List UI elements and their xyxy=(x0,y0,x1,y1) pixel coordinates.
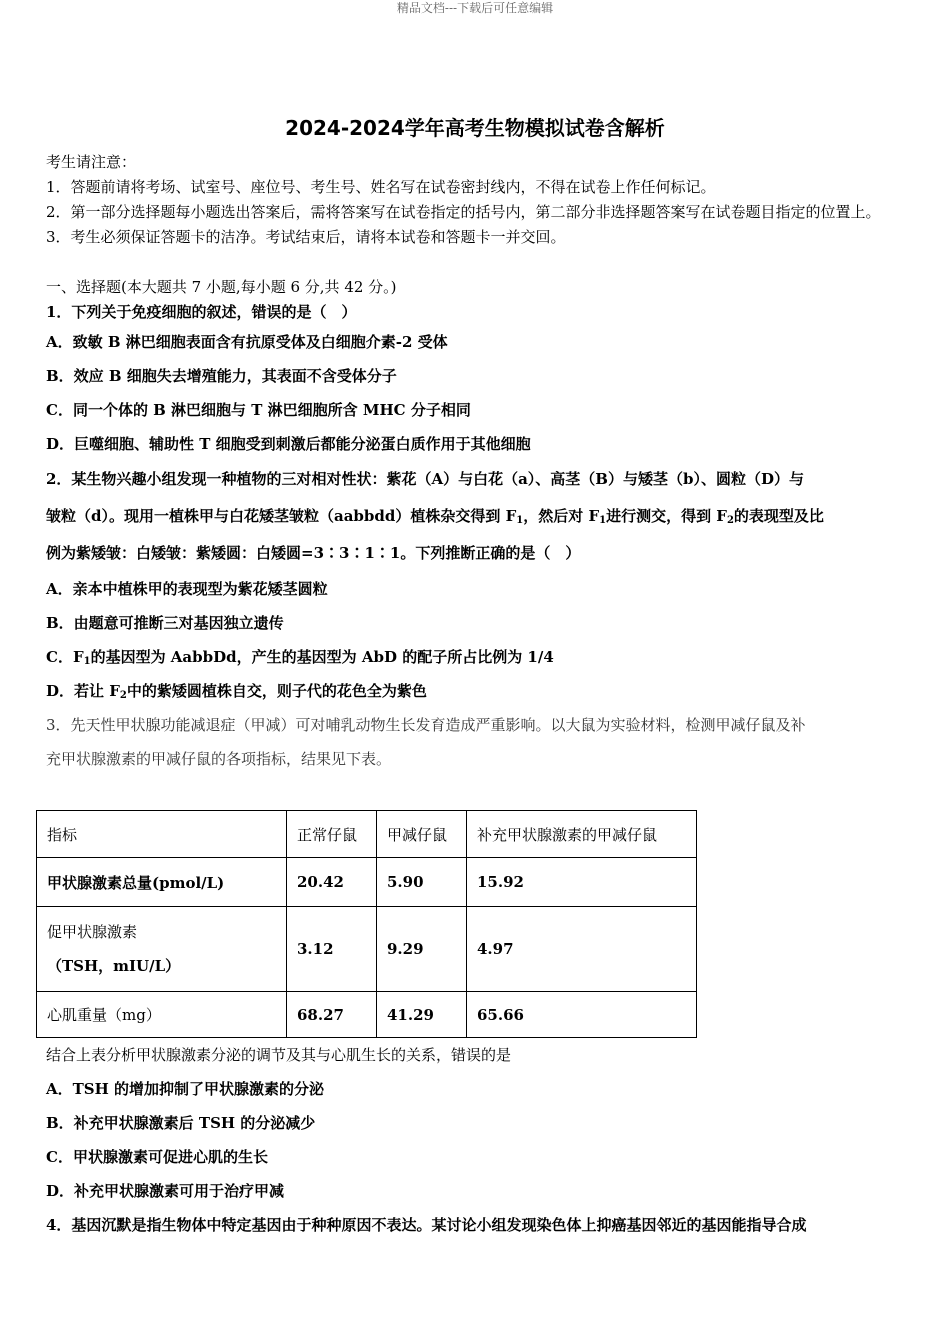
table-header-cell: 补充甲状腺激素的甲减仔鼠 xyxy=(467,811,697,858)
question-3-option-b: B．补充甲状腺激素后 TSH 的分泌减少 xyxy=(46,1114,316,1132)
table-cell: 20.42 xyxy=(287,858,377,907)
table-row xyxy=(37,858,697,907)
notice-heading: 考生请注意： xyxy=(46,153,137,171)
question-2-option-c: C．$F_1$的基因型为 AabbDd，产生的基因型为 AbD 的配子所占比例为 1/4 xyxy=(46,648,554,667)
question-1-stem: 1．下列关于免疫细胞的叙述，错误的是（ ） xyxy=(46,303,357,321)
question-2-option-b: B．由题意可推断三对基因独立遗传 xyxy=(46,614,284,632)
question-3-option-d: D．补充甲状腺激素可用于治疗甲减 xyxy=(46,1182,285,1200)
table-cell: 3.12 xyxy=(287,907,377,992)
table-cell: 甲状腺激素总量(pmol/L) xyxy=(37,858,287,907)
table-cell: 心肌重量（mg） xyxy=(37,992,287,1038)
question-2-option-d: D．若让 $F_2$中的紫矮圆植株自交，则子代的花色全为紫色 xyxy=(46,682,427,701)
question-1-option-d: D．巨噬细胞、辅助性 T 细胞受到刺激后都能分泌蛋白质作用于其他细胞 xyxy=(46,435,531,453)
question-3-option-a: A．TSH 的增加抑制了甲状腺激素的分泌 xyxy=(46,1080,325,1098)
notice-item: 3．考生必须保证答题卡的洁净。考试结束后，请将本试卷和答题卡一并交回。 xyxy=(46,228,566,246)
table-row xyxy=(37,907,697,992)
table-cell: 68.27 xyxy=(287,992,377,1038)
table-header-cell: 甲减仔鼠 xyxy=(377,811,467,858)
question-3-question: 结合上表分析甲状腺激素分泌的调节及其与心肌生长的关系，错误的是 xyxy=(46,1046,512,1064)
question-1-option-a: A．致敏 B 淋巴细胞表面含有抗原受体及白细胞介素-2 受体 xyxy=(46,333,448,351)
question-2-line-2: 皱粒（d）。现用一植株甲与白花矮茎皱粒（aabbdd）植株杂交得到 $F_1$，然后对 $F_1$进行测交，得到 $F_2$的表现型及比 xyxy=(46,507,824,526)
table-cell: 15.92 xyxy=(467,858,697,907)
notice-item: 1．答题前请将考场、试室号、座位号、考生号、姓名写在试卷密封线内，不得在试卷上作任何标记。 xyxy=(46,178,716,196)
table-cell: 促甲状腺激素 （TSH，mIU/L） xyxy=(37,907,287,992)
table-header-row xyxy=(37,811,697,858)
question-2-line-3: 例为紫矮皱：白矮皱：紫矮圆：白矮圆=3∶3∶1∶1。下列推断正确的是（ ） xyxy=(46,544,581,562)
table-cell: 65.66 xyxy=(467,992,697,1038)
table-cell: 5.90 xyxy=(377,858,467,907)
question-2-option-a: A．亲本中植株甲的表现型为紫花矮茎圆粒 xyxy=(46,580,328,598)
question-4-line-1: 4．基因沉默是指生物体中特定基因由于种种原因不表达。某讨论小组发现染色体上抑癌基因邻近的基因能指导合成 xyxy=(46,1216,807,1234)
table-cell: 41.29 xyxy=(377,992,467,1038)
question-1-option-b: B．效应 B 细胞失去增殖能力，其表面不含受体分子 xyxy=(46,367,397,385)
notice-item: 2．第一部分选择题每小题选出答案后，需将答案写在试卷指定的括号内，第二部分非选择题答案写在试卷题目指定的位置上。 xyxy=(46,203,881,221)
table-header-cell: 指标 xyxy=(37,811,287,858)
table-cell: 9.29 xyxy=(377,907,467,992)
section-heading: 一、选择题(本大题共 7 小题,每小题 6 分,共 42 分。) xyxy=(46,278,397,296)
results-table xyxy=(36,810,697,1038)
document-body xyxy=(46,150,896,776)
question-3-followup xyxy=(46,1038,896,1242)
question-3-line-1: 3．先天性甲状腺功能减退症（甲减）可对哺乳动物生长发育造成严重影响。以大鼠为实验材料，检测甲减仔鼠及补 xyxy=(46,716,806,734)
question-1-option-c: C．同一个体的 B 淋巴细胞与 T 淋巴细胞所含 MHC 分子相同 xyxy=(46,401,471,419)
question-3-option-c: C．甲状腺激素可促进心肌的生长 xyxy=(46,1148,268,1166)
table-cell: 4.97 xyxy=(467,907,697,992)
question-3-line-2: 充甲状腺激素的甲减仔鼠的各项指标，结果见下表。 xyxy=(46,750,392,768)
table-row xyxy=(37,992,697,1038)
page-title: 2024-2024学年高考生物模拟试卷含解析 xyxy=(285,116,665,140)
question-2-line-1: 2．某生物兴趣小组发现一种植物的三对相对性状：紫花（A）与白花（a）、高茎（B）与矮茎（b）、圆粒（D）与 xyxy=(46,470,804,488)
page-header: 精品文档---下载后可任意编辑 xyxy=(396,1,554,15)
table-header-cell: 正常仔鼠 xyxy=(287,811,377,858)
